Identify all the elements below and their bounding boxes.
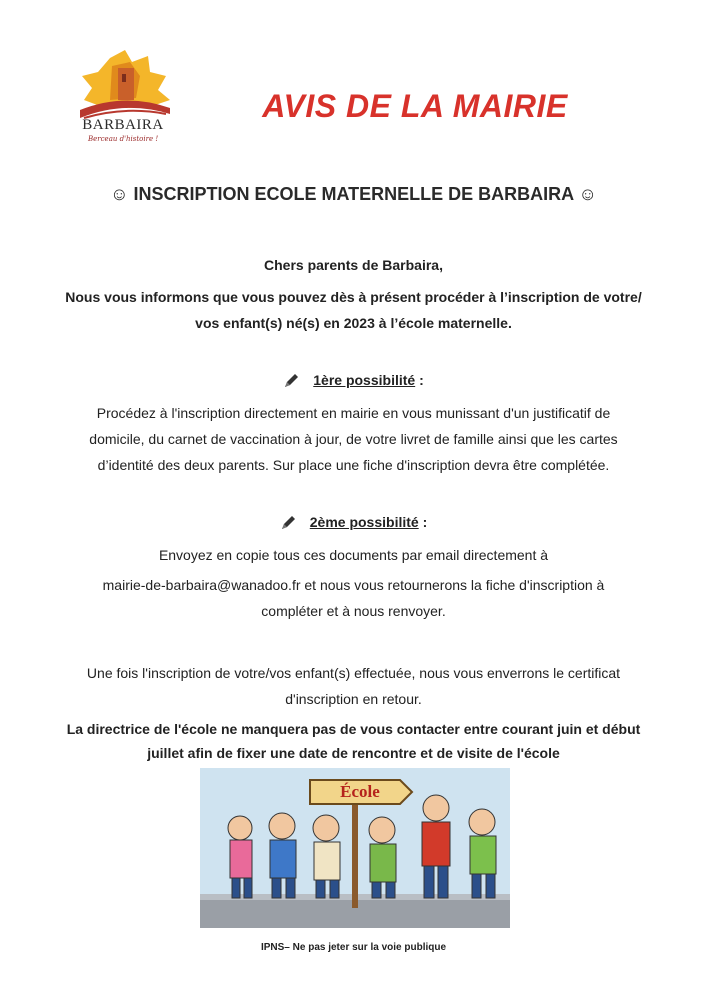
school-sign-text: École — [340, 782, 380, 801]
logo-name: BARBAIRA — [82, 117, 164, 133]
option-1-suffix: : — [415, 372, 424, 388]
director-line-2: juillet afin de fixer une date de rencontre et de visite de l'école — [147, 745, 560, 761]
director-line-1: La directrice de l'école ne manquera pas de vous contacter entre courant juin et début — [66, 721, 641, 737]
followup-line-1: Une fois l'inscription de votre/vos enfant(s) effectuée, nous vous enverrons le certificat — [86, 665, 621, 681]
option-2-line-2: mairie-de-barbaira@wanadoo.fr et nous vous retournerons la fiche d'inscription à — [102, 577, 605, 593]
option-1-line-2: domicile, du carnet de vaccination à jour, de votre livret de famille ainsi que les cartes — [89, 431, 618, 447]
greeting: Chers parents de Barbaira, — [264, 257, 443, 273]
intro-line-1: Nous vous informons que vous pouvez dès à présent procéder à l’inscription de votre/ — [65, 289, 642, 305]
pencil-icon — [280, 515, 296, 531]
notice-heading: ☺ INSCRIPTION ECOLE MATERNELLE DE BARBAIRA ☺ — [110, 184, 597, 204]
option-2-label: 2ème possibilité — [309, 514, 419, 530]
followup-line-2: d'inscription en retour. — [285, 691, 422, 707]
option-2-heading — [0, 514, 707, 531]
school-children-illustration — [200, 768, 510, 928]
option-1-line-1: Procédez à l'inscription directement en mairie en vous munissant d'un justificatif de — [96, 405, 611, 421]
footer-note: IPNS– Ne pas jeter sur la voie publique — [260, 942, 447, 953]
logo-tagline: Berceau d'histoire ! — [88, 135, 159, 143]
option-2-suffix: : — [418, 514, 428, 530]
option-2-line-1: Envoyez en copie tous ces documents par email directement à — [158, 547, 549, 563]
option-1-line-3: d’identité des deux parents. Sur place une fiche d'inscription devra être complétée. — [97, 457, 610, 473]
option-1-label: 1ère possibilité — [313, 372, 416, 388]
intro-line-2: vos enfant(s) né(s) en 2023 à l’école maternelle. — [195, 315, 512, 331]
option-2-line-3: compléter et à nous renvoyer. — [261, 603, 446, 619]
page-title: AVIS DE LA MAIRIE — [262, 88, 568, 124]
pencil-icon — [283, 373, 299, 389]
option-1-heading — [0, 372, 707, 389]
